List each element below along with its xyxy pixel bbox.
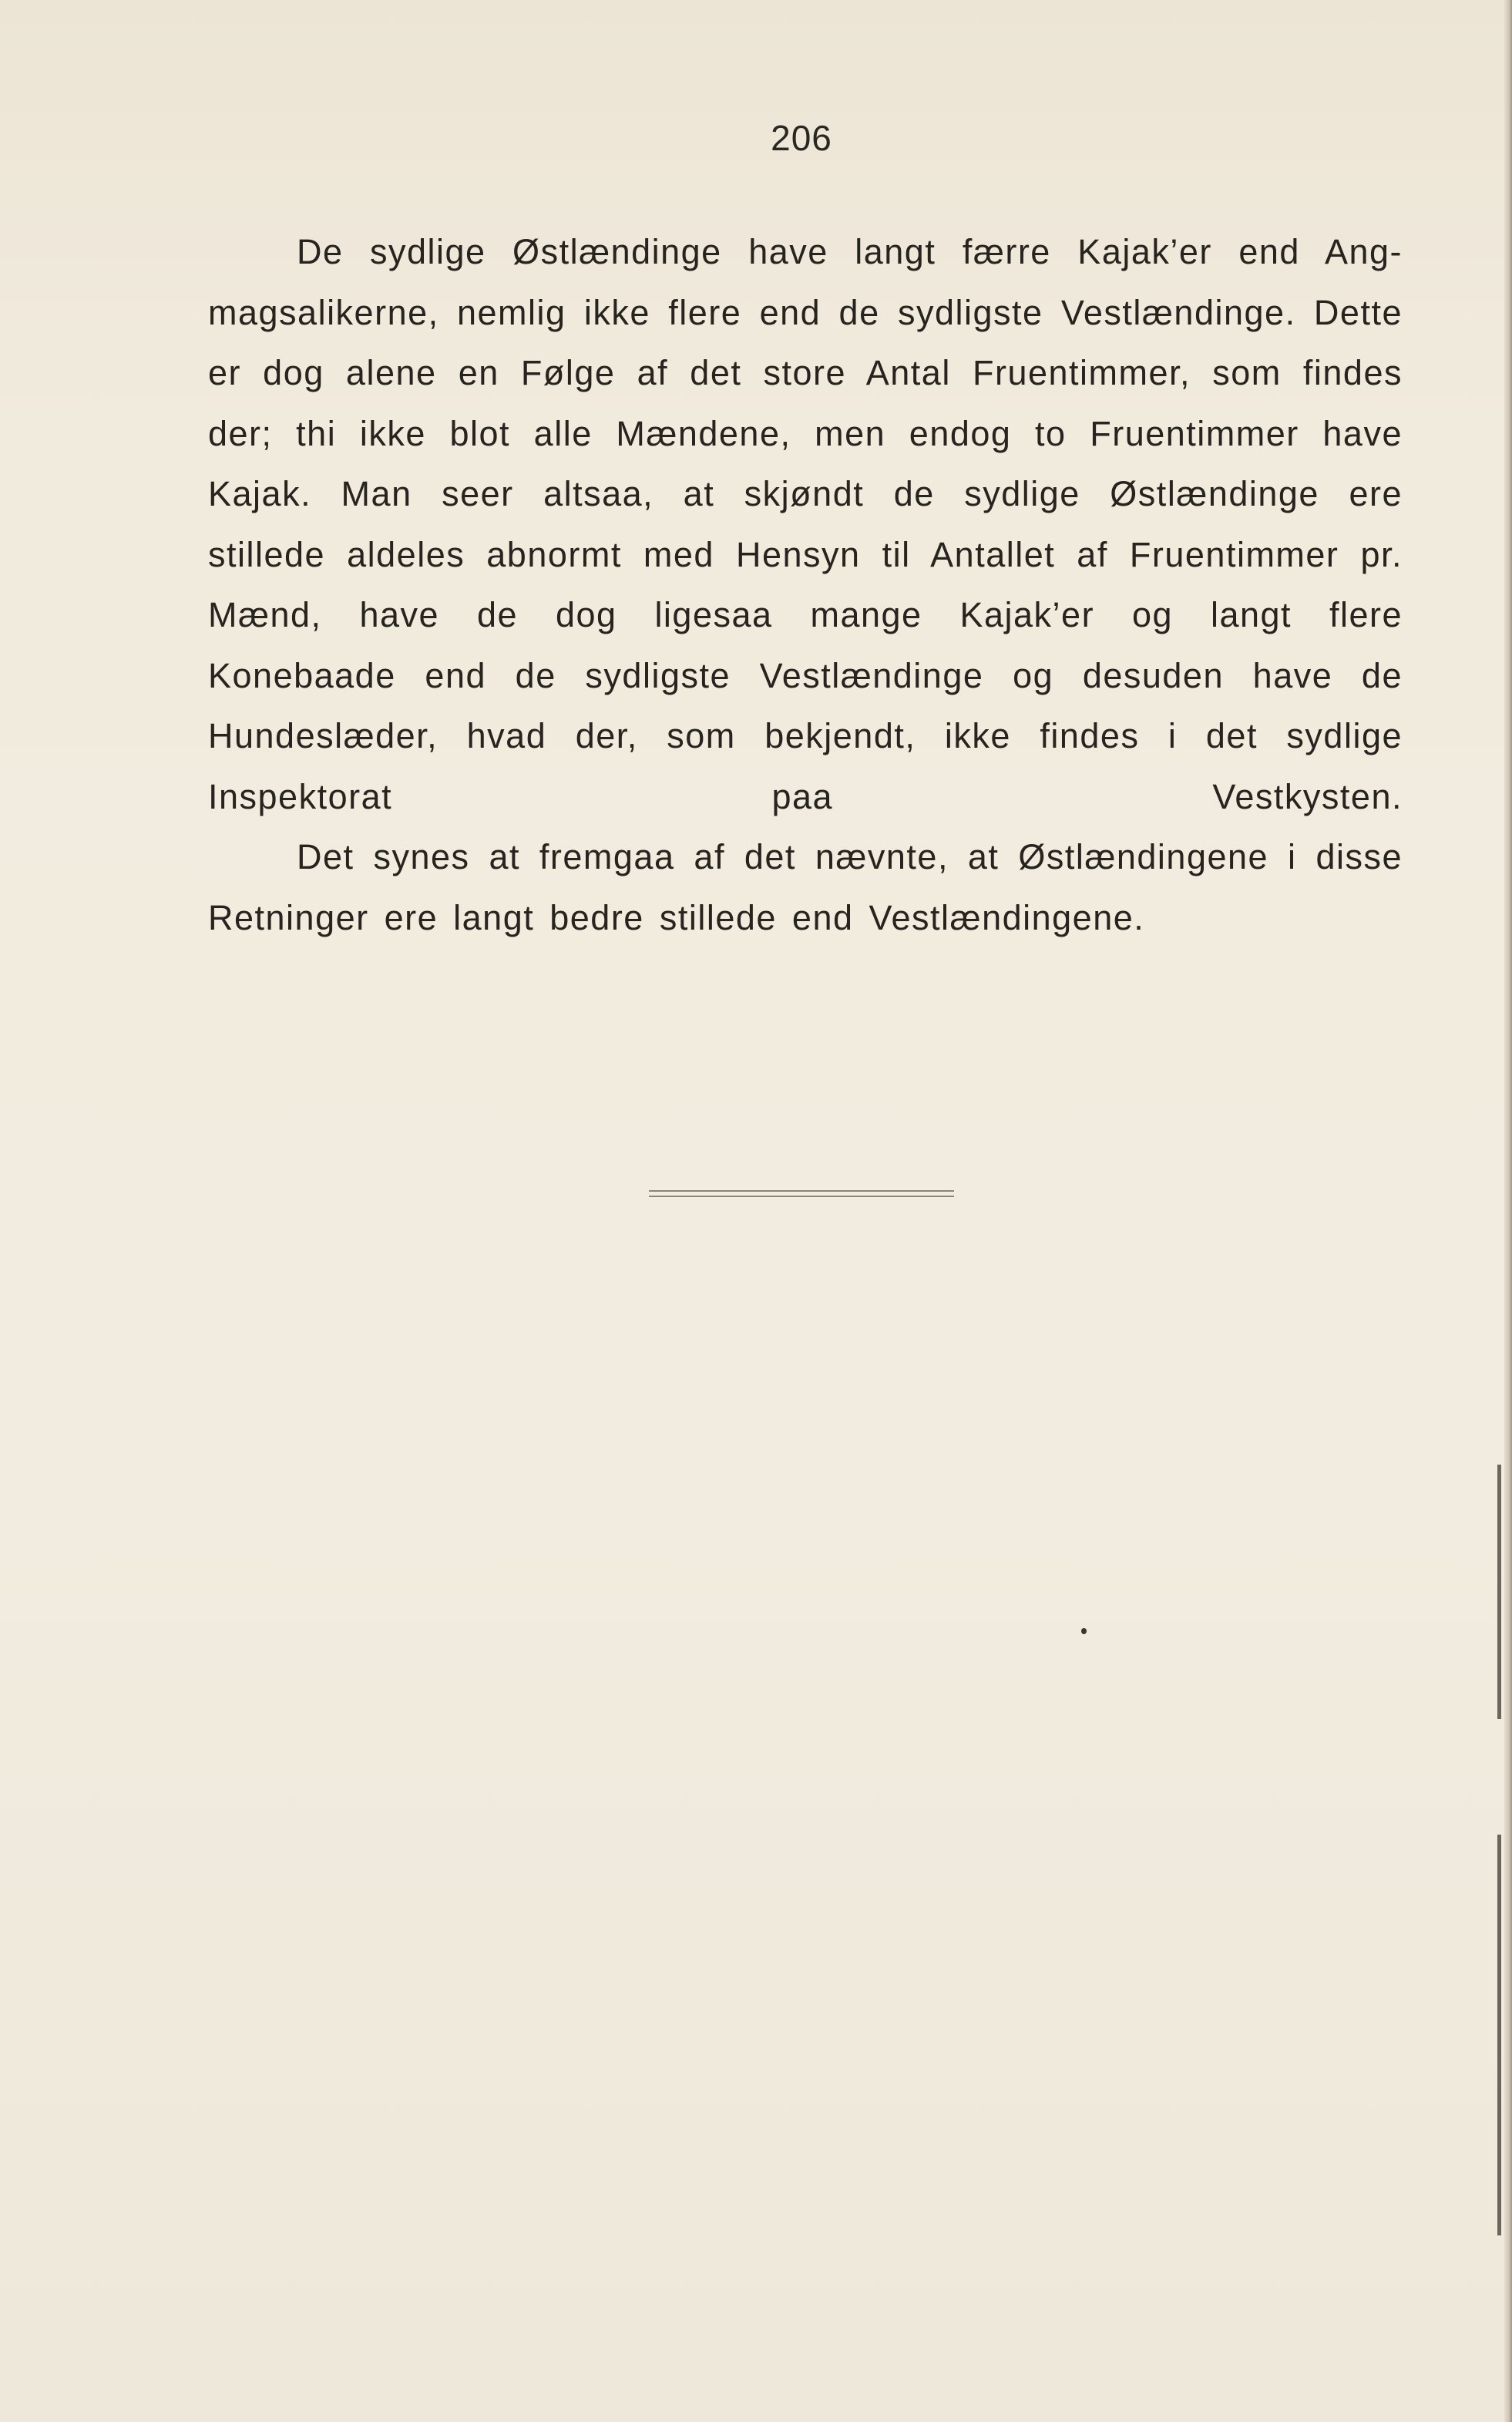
page-edge (1504, 0, 1512, 2422)
section-rule (649, 1196, 954, 1197)
paragraph-2 (208, 827, 1403, 948)
text-line: og desuden have de Hundeslæder, hvad der, som bekjendt, ikke (208, 655, 1403, 755)
body-text (208, 222, 1403, 948)
text-line: Dette er dog alene en Følge af det store Antal Fruentimmer, (208, 292, 1403, 392)
page-number: 206 (771, 118, 832, 158)
text-line: De sydlige Østlændinge have langt færre Kajak’er end Ang- (297, 232, 1403, 271)
ink-speck (1081, 1628, 1087, 1634)
text-line: Antallet af Fruentimmer pr. Mænd, have de dog ligesaa mange (208, 534, 1403, 634)
edge-mark (1497, 1465, 1501, 1719)
text-line: findes i det sydlige Inspektorat paa Vestkysten. (208, 716, 1403, 816)
text-line: magsalikerne, nemlig ikke flere end de sydligste Vestlændinge. (208, 292, 1296, 332)
text-line: Det synes at fremgaa af det nævnte, at Østlændingene i (297, 837, 1297, 876)
text-line: disse Retninger ere langt bedre stillede end Vestlændingene. (208, 837, 1403, 937)
text-line: sydlige Østlændinge ere stillede aldeles abnormt med Hensyn til (208, 474, 1403, 574)
text-line: Kajak’er og langt flere Konebaade end de sydligste Vestlændinge (208, 595, 1403, 695)
text-line: som findes der; thi ikke blot alle Mændene, men endog to (208, 353, 1403, 453)
paragraph-1 (208, 222, 1403, 827)
edge-mark (1497, 1835, 1501, 2235)
text-line: Fruentimmer have Kajak. Man seer altsaa, at skjøndt de (208, 413, 1403, 513)
section-rule (649, 1190, 954, 1192)
